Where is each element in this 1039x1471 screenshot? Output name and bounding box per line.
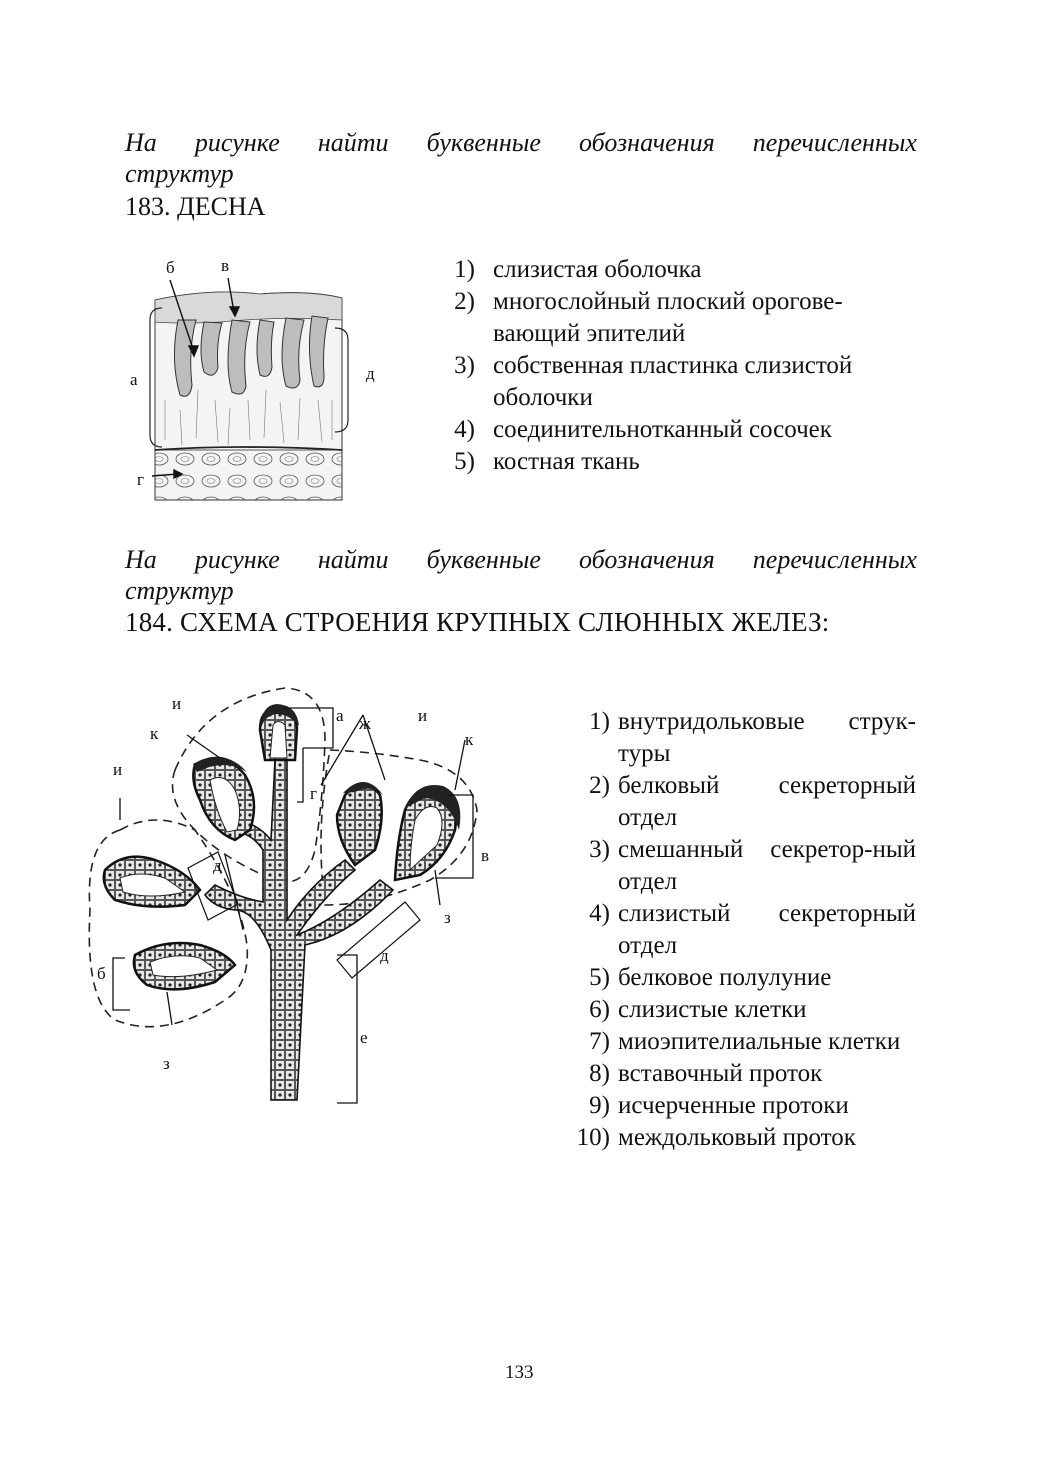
- gland-label-d2: д: [380, 946, 389, 965]
- list-item: 2) белковый секреторный отдел: [589, 772, 916, 831]
- gland-label-a: а: [336, 706, 344, 725]
- gland-label-i2: и: [113, 760, 123, 779]
- list-184: [564, 706, 916, 1154]
- list-item: 7) миоэпителиальные клетки: [589, 1028, 901, 1055]
- instruction-184-line2: структур: [125, 576, 234, 605]
- list-item: 1) слизистая оболочка: [454, 256, 702, 283]
- gland-label-i1: и: [172, 694, 182, 713]
- list-183: [427, 254, 919, 478]
- gum-label-g: г: [137, 470, 144, 489]
- list-item: 5) костная ткань: [454, 448, 640, 475]
- instruction-183: [125, 127, 917, 189]
- list-item: 2) многослойный плоский орогове-вающий эпителий: [454, 288, 843, 347]
- gland-label-e: е: [360, 1028, 368, 1047]
- list-item: 10) междольковый проток: [576, 1124, 856, 1151]
- gum-label-a: а: [130, 370, 138, 389]
- gland-label-g: г: [310, 784, 317, 803]
- gland-figure: [75, 680, 515, 1120]
- gland-label-k1: к: [150, 724, 159, 743]
- gland-label-d1: д: [213, 856, 222, 875]
- list-item: 9) исчерченные протоки: [589, 1092, 849, 1119]
- instruction-184: [125, 544, 917, 606]
- gland-label-z1: з: [444, 908, 451, 927]
- heading-184: 184. СХЕМА СТРОЕНИЯ КРУПНЫХ СЛЮННЫХ ЖЕЛЕЗ:: [125, 607, 830, 637]
- gland-label-b: б: [97, 964, 106, 983]
- gland-label-i3: и: [418, 706, 428, 725]
- instruction-184-line1: На рисунке найти буквенные обозначения перечисленных: [125, 545, 917, 574]
- page-number: 133: [505, 1362, 534, 1383]
- instruction-183-line1: На рисунке найти буквенные обозначения перечисленных: [125, 128, 917, 157]
- list-item: 8) вставочный проток: [589, 1060, 823, 1087]
- gland-label-v: в: [481, 846, 490, 865]
- gland-label-zh: ж: [359, 714, 371, 733]
- list-item: 3) смешанный секретор-ный отдел: [589, 836, 916, 895]
- gum-label-d: д: [366, 364, 375, 383]
- gum-label-v: в: [221, 256, 230, 275]
- list-item: 4) соединительнотканный сосочек: [454, 416, 832, 443]
- list-item: 3) собственная пластинка слизистой оболочки: [454, 352, 853, 411]
- list-item: 1) внутридольковые струк-туры: [589, 708, 916, 767]
- list-item: 4) слизистый секреторный отдел: [589, 900, 916, 959]
- heading-183: 183. ДЕСНА: [125, 192, 266, 221]
- list-item: 5) белковое полулуние: [589, 964, 832, 991]
- gland-label-k2: к: [465, 730, 474, 749]
- gland-label-z2: з: [163, 1054, 170, 1073]
- instruction-183-line2: структур: [125, 159, 234, 188]
- gum-figure: [120, 250, 400, 505]
- list-item: 6) слизистые клетки: [589, 996, 807, 1023]
- gum-label-b: б: [166, 258, 175, 277]
